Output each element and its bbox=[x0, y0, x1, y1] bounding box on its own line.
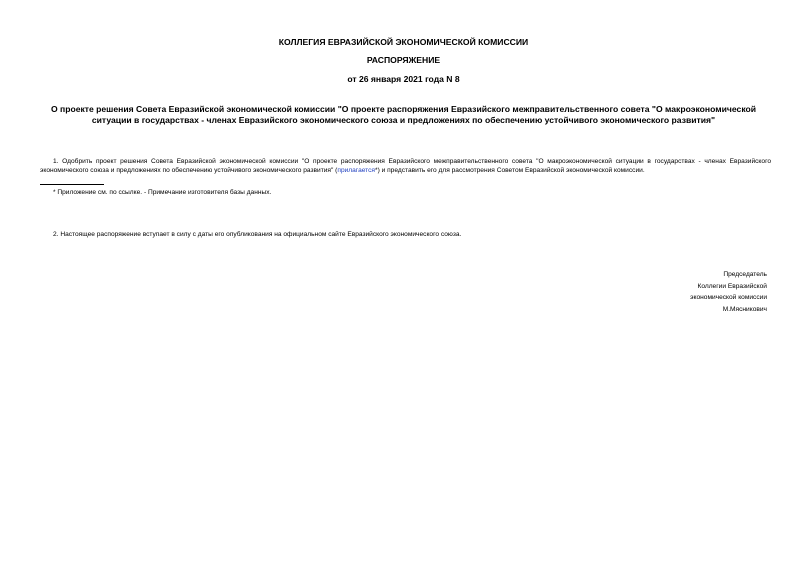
footnote-divider bbox=[40, 184, 104, 185]
footnote: * Приложение см. по ссылке. - Примечание изготовителя базы данных. bbox=[53, 189, 272, 196]
document-type-heading: РАСПОРЯЖЕНИЕ bbox=[366, 55, 441, 65]
paragraph-1-text-start: 1. Одобрить проект решения Совета Евразийской экономической комиссии "О проекте распоряжения Евразийского межправительственного совета "О макроэкономической ситуации в государствах - членах Евразийского экономического союза и предложениях по обеспечению устойчивого экономического развития" ( bbox=[40, 158, 771, 174]
attachment-link[interactable]: прилагается bbox=[337, 167, 375, 174]
paragraph-2: 2. Настоящее распоряжение вступает в силу с даты его опубликования на официальном сайте Евразийского экономического союза. bbox=[53, 231, 462, 238]
signature-block bbox=[690, 269, 767, 315]
paragraph-1-text-end: *) и представить его для рассмотрения Советом Евразийской экономической комиссии. bbox=[375, 167, 645, 174]
document-title-line-1: О проекте решения Совета Евразийской экономической комиссии "О проекте распоряжения Евразийского межправительственного совета "О макроэкономической bbox=[50, 104, 757, 114]
signature-title-line-3: экономической комиссии bbox=[690, 294, 767, 302]
date-number-heading: от 26 января 2021 года N 8 bbox=[347, 74, 460, 84]
signature-title-line-2: Коллегии Евразийской bbox=[697, 282, 767, 290]
document-title-line-2: ситуации в государствах - членах Евразийского экономического союза и предложениях по обеспечению устойчивого экономического развития" bbox=[91, 115, 716, 125]
paragraph-1 bbox=[40, 157, 771, 175]
signatory-name: М.Мясникович bbox=[722, 305, 767, 313]
document-title bbox=[36, 104, 771, 126]
organization-heading: КОЛЛЕГИЯ ЕВРАЗИЙСКОЙ ЭКОНОМИЧЕСКОЙ КОМИССИИ bbox=[278, 37, 529, 47]
signature-title-line-1: Председатель bbox=[723, 271, 767, 278]
